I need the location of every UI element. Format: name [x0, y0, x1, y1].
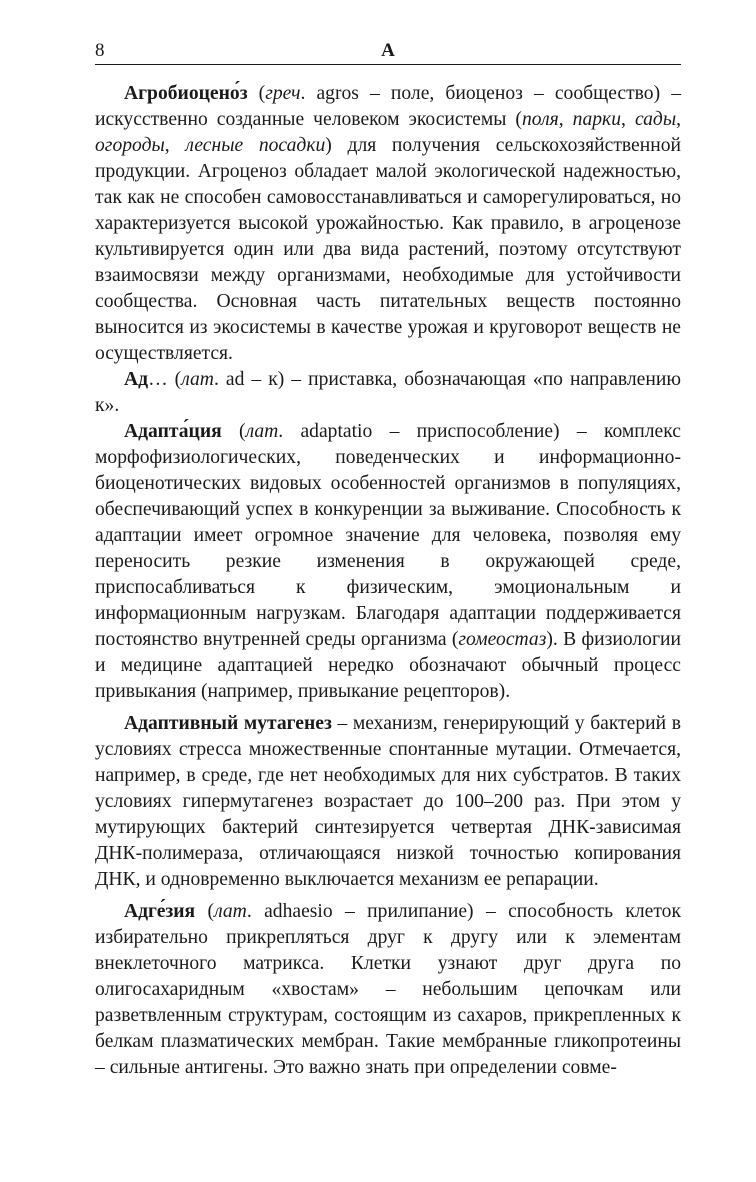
cross-reference: сады [634, 109, 677, 130]
running-head-letter: А [381, 40, 395, 61]
cross-reference: огороды [95, 135, 165, 156]
entry-term: Агробиоцено́з [124, 83, 248, 104]
language-label: лат [245, 421, 279, 442]
entry-adaptive-mutagenesis: Адаптивный мутагенез – механизм, генерирующий у бактерий в условиях стресса множественные спонтанные мутации. Отмечается, например, в среде, где нет необходимых для них субстратов. В таких условиях гипермутагенез возрастает до 100–200 раз. При этом у мутирующих бактерий синтезируется четвертая ДНК-зависимая ДНК-полимераза, отличающаяся низкой точностью копирования ДНК, и одновременно выключается механизм ее репарации. [95, 713, 681, 890]
page-header [95, 38, 681, 65]
language-label: греч [265, 83, 301, 104]
entry-adaptation: Адапта́ция (лат. adaptatio – приспособление) – комплекс морфофизиологических, поведенческих и информационно-биоценотических видовых особенностей организмов в популяциях, обеспечивающий успех в конкуренции за выживание. Способность к адаптации имеет огромное значение для человека, позволяя ему переносить резкие изменения в окружающей среде, приспосабливаться к физическим, эмоциональным и информационным нагрузкам. Благодаря адаптации поддерживается постоянство внутренней среды организма (гомеостаз). В физиологии и медицине адаптацией нередко обозначают обычный процесс привыкания (например, привыкание рецепторов). [95, 421, 681, 702]
book-page [95, 38, 681, 1081]
entry-term: Ад [124, 369, 149, 390]
page-number: 8 [95, 40, 105, 61]
entry-term: Адаптивный мутагенез [124, 713, 332, 734]
entry-term: Адапта́ция [124, 421, 222, 442]
entry-agrobiocenosis: Агробиоцено́з (греч. agros – поле, биоценоз – сообщество) – искусственно созданные человеком экосистемы (поля, парки, сады, огороды, лесные посадки) для получения сельскохозяйственной продукции. Агроценоз обладает малой экологической надежностью, так как не способен самовосстанавливаться и саморегулироваться, но характеризуется высокой урожайностью. Как правило, в агроценозе культивируется один или два вида растений, поэтому отсутствуют взаимосвязи между организмами, необходимые для устойчивости сообщества. Основная часть питательных веществ постоянно выносится из экосистемы в качестве урожая и круговорот веществ не осуществляется. [95, 83, 682, 364]
language-label: лат [214, 901, 247, 922]
language-label: лат [181, 369, 214, 390]
cross-reference: гомеостаз [458, 629, 547, 650]
cross-reference: поля [521, 109, 559, 130]
cross-reference: парки [572, 109, 622, 130]
entry-ad: Ад… (лат. ad – к) – приставка, обозначающая «по направлению к». [95, 369, 681, 416]
entry-adhesion: Адге́зия (лат. adhaesio – прилипание) – способность клеток избирательно прикрепляться друг к другу или к элементам внеклеточного матрикса. Клетки узнают друг друга по олигосахаридным «хвостам» – небольшим цепочкам или разветвленным структурам, состоящим из сахаров, прикрепленных к белкам плазматических мембран. Такие мембранные гликопротеины – сильные антигены. Это важно знать при определении совме- [95, 901, 681, 1078]
dictionary-body [95, 81, 681, 1081]
entry-term: Адге́зия [124, 901, 196, 922]
cross-reference: лесные посадки [185, 135, 326, 156]
